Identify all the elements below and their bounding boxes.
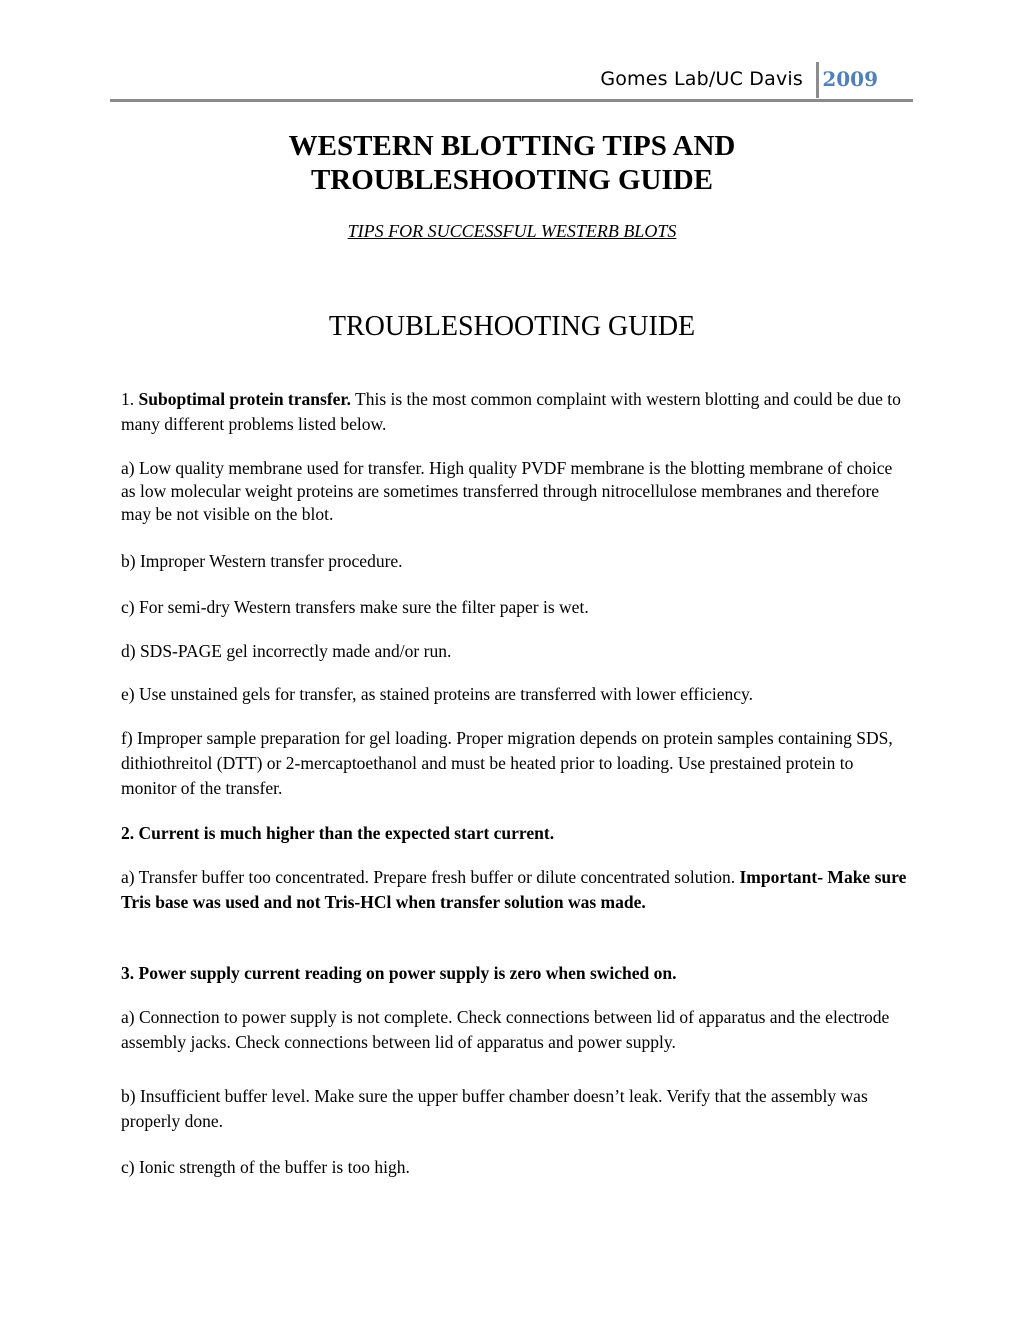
item-1f: f) Improper sample preparation for gel loading. Proper migration depends on protein samples containing SDS, dithiothreitol (DTT) or 2-mercaptoethanol and must be heated prior to loading. Use prestained protein to monitor of the transfer. xyxy=(121,728,893,798)
item-2a xyxy=(121,865,911,915)
item-3a: a) Connection to power supply is not complete. Check connections between lid of apparatus and the electrode assembly jacks. Check connections between lid of apparatus and power supply. xyxy=(121,1007,890,1052)
item-1e: e) Use unstained gels for transfer, as stained proteins are transferred with lower efficiency. xyxy=(121,684,753,704)
title-line-2: TROUBLESHOOTING GUIDE xyxy=(310,164,714,196)
section-heading: TROUBLESHOOTING GUIDE xyxy=(328,311,696,342)
item-1d: d) SDS-PAGE gel incorrectly made and/or run. xyxy=(121,641,452,661)
header-separator xyxy=(816,62,819,98)
header-organization: Gomes Lab/UC Davis xyxy=(600,68,803,90)
item-3b: b) Insufficient buffer level. Make sure the upper buffer chamber doesn’t leak. Verify that the assembly was properly done. xyxy=(121,1086,868,1131)
header-year: 2009 xyxy=(822,67,878,91)
document-title xyxy=(0,129,1024,197)
item-1c: c) For semi-dry Western transfers make sure the filter paper is wet. xyxy=(121,597,589,617)
item-1-text: This is the most common complaint with western blotting and could be due to many different problems listed below. xyxy=(121,389,901,434)
item-1-heading: Suboptimal protein transfer. xyxy=(138,389,351,409)
item-3-heading-text: 3. Power supply current reading on power supply is zero when swiched on. xyxy=(121,963,677,983)
item-2-heading-text: 2. Current is much higher than the expected start current. xyxy=(121,823,555,843)
item-1a: a) Low quality membrane used for transfer. High quality PVDF membrane is the blotting membrane of choice as low molecular weight proteins are sometimes transferred through nitrocellulose membranes and therefore may be not visible on the blot. xyxy=(121,458,893,524)
item-1-number: 1. xyxy=(121,389,139,409)
item-2a-important: Important- Make sure Tris base was used and not Tris-HCl when transfer solution was made. xyxy=(121,867,907,912)
document-subtitle: TIPS FOR SUCCESSFUL WESTERB BLOTS xyxy=(347,221,677,241)
header-rule xyxy=(110,99,913,102)
item-1-suboptimal-transfer xyxy=(121,387,911,437)
item-1b: b) Improper Western transfer procedure. xyxy=(121,551,403,571)
page-header xyxy=(110,60,913,102)
item-2-heading xyxy=(121,821,911,846)
item-3-heading xyxy=(121,961,911,986)
item-2a-text: a) Transfer buffer too concentrated. Prepare fresh buffer or dilute concentrated solution. xyxy=(121,867,740,887)
item-3c: c) Ionic strength of the buffer is too high. xyxy=(121,1157,410,1177)
title-line-1: WESTERN BLOTTING TIPS AND xyxy=(288,130,736,162)
